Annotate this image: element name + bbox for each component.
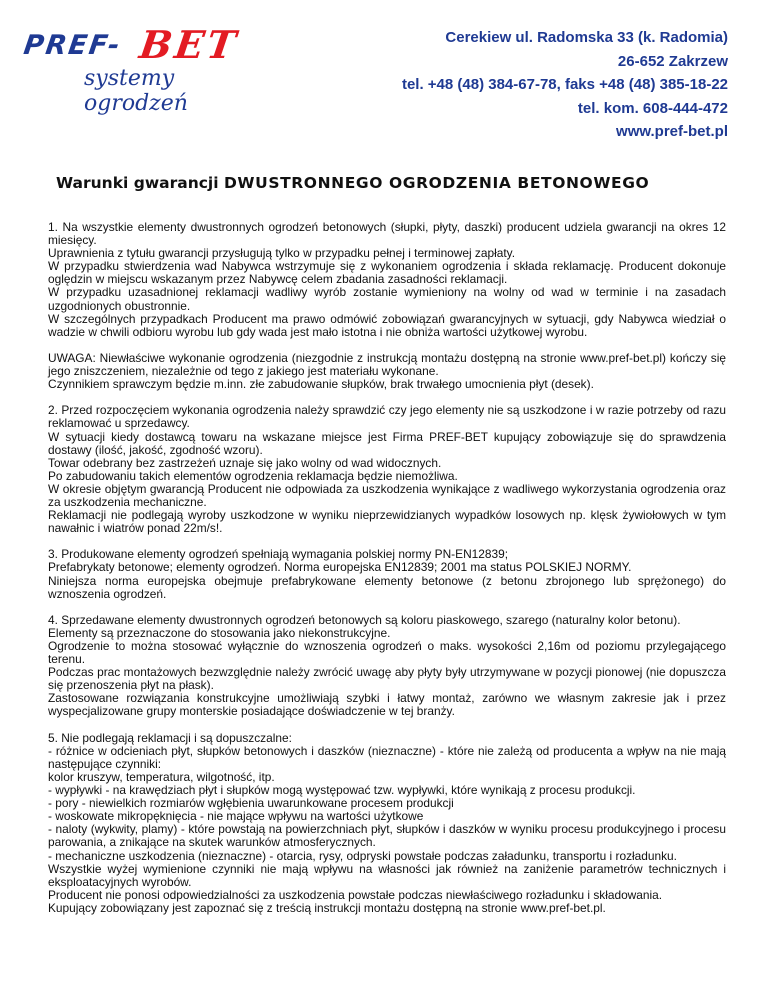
contact-postal-code: 26-652 Zakrzew — [617, 52, 728, 70]
text-line: Uprawnienia z tytułu gwarancji przysługują tylko w przypadku pełnej i terminowej zapłaty. — [48, 246, 516, 261]
logo-brand-left: PREF- — [21, 30, 124, 61]
text-line: 5. Nie podlegają reklamacji i są dopuszczalne: — [48, 730, 292, 745]
paragraph-5 — [48, 732, 726, 915]
text-line: 1. Na wszystkie elementy dwustronnych ogrodzeń betonowych (słupki, płyty, daszki) producent udziela gwarancji na okres 12 miesięcy. — [48, 220, 726, 248]
contact-phone-fax: tel. +48 (48) 384-67-78, faks +48 (48) 385-18-22 — [401, 76, 728, 93]
contact-address: Cerekiew ul. Radomska 33 (k. Radomia) — [445, 29, 728, 46]
text-line: Producent nie ponosi odpowiedzialności za uszkodzenia powstałe podczas niewłaściwego rozładunku i składowania. — [48, 887, 663, 902]
text-line: 2. Przed rozpoczęciem wykonania ogrodzenia należy sprawdzić czy jego elementy nie są uszkodzone i w razie potrzeby od razu reklamować u sprzedawcy. — [48, 403, 726, 431]
text-line: Wszystkie wyżej wymienione czynniki nie mają wpływu na własności jak również na zaniżenie parametrów technicznych i eksploatacyjnych wyrobów. — [48, 861, 726, 889]
text-line: 3. Produkowane elementy ogrodzeń spełniają wymagania polskiej normy PN-EN12839; — [48, 547, 509, 562]
text-line: W przypadku stwierdzenia wad Nabywca wstrzymuje się z wykonaniem ogrodzenia i składa reklamację. Producent dokonuje oględzin w miejscu wskazanym przez Nabywcę celem zbadania zasadności reklamacji. — [48, 259, 726, 287]
text-line: W okresie objętym gwarancją Producent nie odpowiada za uszkodzenia wynikające z wadliwego wykorzystania ogrodzenia oraz za uszkodzenia mechaniczne. — [48, 481, 726, 509]
text-line: Zastosowane rozwiązania konstrukcyjne umożliwiają szybki i łatwy montaż, zarówno we własnym zakresie jak i przez wyspecjalizowane grupy monterskie posiadające doświadczenie w tej branży. — [48, 691, 726, 719]
text-line: - naloty (wykwity, plamy) - które powstają na powierzchniach płyt, słupków i daszków w wyniku procesu produkcyjnego i procesu parowania, a znikające na skutek warunków atmosferycznych. — [48, 822, 726, 850]
paragraph-warning — [48, 352, 726, 391]
text-line: Reklamacji nie podlegają wyroby uszkodzone w wyniku nieprzewidzianych wypadków losowych np. klęsk żywiołowych w tym nawałnic i wiatrów ponad 22m/s!. — [48, 508, 726, 536]
text-line: - pory - niewielkich rozmiarów wgłębienia uwarunkowane procesem produkcji — [48, 796, 454, 811]
contact-website-link[interactable]: www.pref-bet.pl — [616, 123, 728, 140]
text-line: Niniejsza norma europejska obejmuje prefabrykowane elementy betonowe (z betonu zbrojonego lub sprężonego) do wznoszenia ogrodzeń. — [48, 573, 726, 601]
text-line: Po zabudowaniu takich elementów ogrodzenia reklamacja będzie niemożliwa. — [48, 468, 458, 483]
paragraph-3 — [48, 548, 726, 600]
paragraph-2 — [48, 404, 726, 535]
text-line: Towar odebrany bez zastrzeżeń uznaje się jako wolny od wad widocznych. — [48, 455, 442, 470]
text-line: - różnice w odcieniach płyt, słupków betonowych i daszków (nieznaczne) - które nie zależą od producenta a wpływ na nie mają następujące czynniki: — [48, 743, 726, 771]
text-line: Ogrodzenie to można stosować wyłącznie do wznoszenia ogrodzeń o maks. wysokości 2,16m od poziomu przylegającego terenu. — [48, 639, 726, 667]
title-part-2: DWUSTRONNEGO OGRODZENIA BETONOWEGO — [223, 174, 650, 192]
paragraph-1 — [48, 221, 726, 339]
text-line: W przypadku uzasadnionej reklamacji wadliwy wyrób zostanie wymieniony na wolny od wad w terminie i na zasadach uzgodnionych obustronnie. — [48, 285, 726, 313]
text-line: Prefabrykaty betonowe; elementy ogrodzeń. Norma europejska EN12839; 2001 ma status POLSKIEJ NORMY. — [48, 560, 632, 575]
logo-tagline: systemy ogrodzeń — [84, 66, 188, 116]
text-line: - wypływki - na krawędziach płyt i słupków mogą występować tzw. wypływki, które wynikają z procesu produkcji. — [48, 783, 636, 798]
text-line: Elementy są przeznaczone do stosowania jako niekonstrukcyjne. — [48, 625, 391, 640]
logo-brand-right: BET — [136, 22, 242, 67]
company-logo — [21, 20, 284, 116]
contact-block — [402, 26, 728, 144]
text-line: W sytuacji kiedy dostawcą towaru na wskazane miejsce jest Firma PREF-BET kupujący zobowiązuje się do sprawdzenia dostawy (ilość, jakość, zgodność wzoru). — [48, 429, 726, 457]
text-line: kolor kruszyw, temperatura, wilgotność, itp. — [48, 769, 275, 784]
text-line: UWAGA: Niewłaściwe wykonanie ogrodzenia (niezgodnie z instrukcją montażu dostępną na stronie www.pref-bet.pl) kończy się jego zniszczeniem, niezależnie od tego z jakiego jest materiału wykonane. — [48, 350, 726, 379]
text-line: - woskowate mikropęknięcia - nie mające wpływu na wartości użytkowe — [48, 809, 424, 824]
document-title — [56, 174, 736, 192]
contact-mobile: tel. kom. 608-444-472 — [577, 99, 728, 117]
document-body — [48, 221, 726, 928]
text-line: Kupujący zobowiązany jest zapoznać się z treścią instrukcji montażu dostępną na stronie www.pref-bet.pl. — [48, 900, 606, 915]
title-part-1: Warunki gwarancji — [56, 174, 224, 192]
text-line: Podczas prac montażowych bezwzględnie należy zwrócić uwagę aby płyty były utrzymywane w pozycji pionowej (nie dopuszcza się przenoszenia płyt na płask). — [48, 665, 726, 693]
text-line: W szczególnych przypadkach Producent ma prawo odmówić zobowiązań gwarancyjnych w sytuacji, gdy Nabywca wiedział o wadzie w chwili odbioru wyrobu lub gdy wada jest mało istotna i nie obniża wartości użytkowej wyrobu. — [48, 311, 726, 339]
text-line: - mechaniczne uszkodzenia (nieznaczne) - otarcia, rysy, odpryski powstałe podczas załadunku, transportu i rozładunku. — [48, 848, 677, 863]
text-line: 4. Sprzedawane elementy dwustronnych ogrodzeń betonowych są koloru piaskowego, szarego (naturalny kolor betonu). — [48, 612, 681, 627]
text-line: Czynnikiem sprawczym będzie m.inn. złe zabudowanie słupków, brak trwałego umocnienia płyt (desek). — [48, 377, 594, 392]
paragraph-4 — [48, 614, 726, 719]
